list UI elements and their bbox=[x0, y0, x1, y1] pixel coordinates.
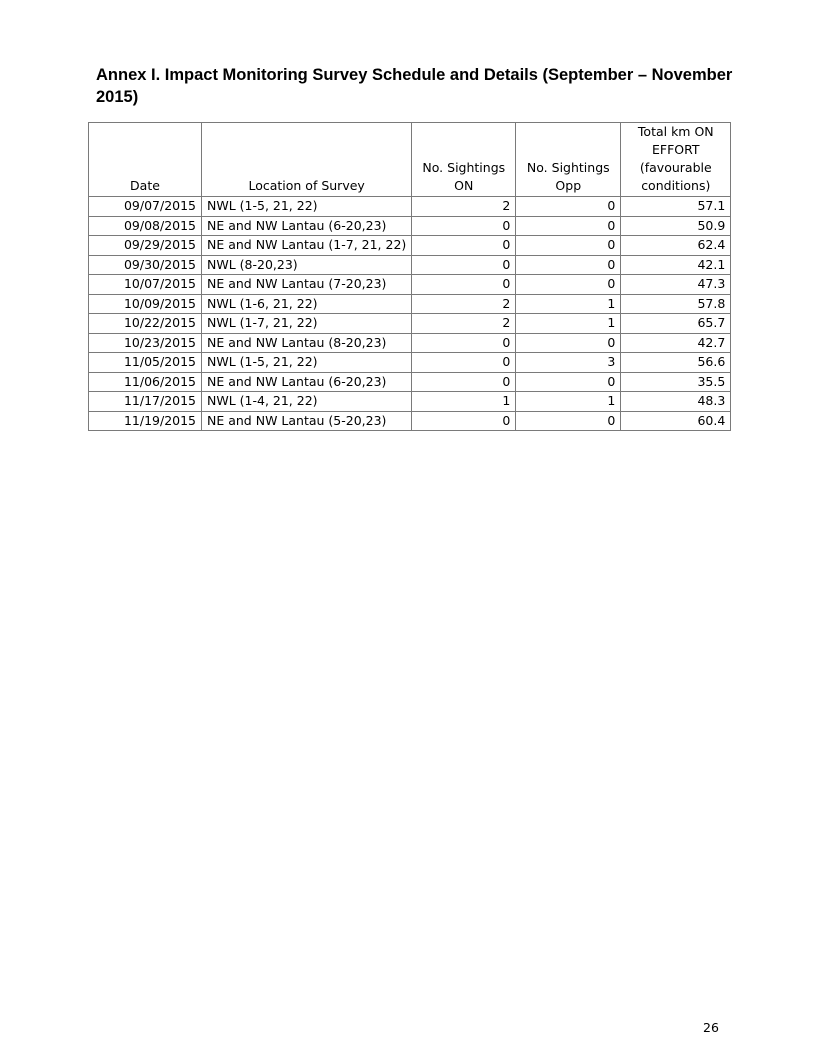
cell-sightings-opp: 0 bbox=[516, 411, 621, 431]
cell-sightings-opp: 3 bbox=[516, 353, 621, 373]
table-row bbox=[89, 236, 731, 256]
cell-sightings-opp: 0 bbox=[516, 236, 621, 256]
cell-date: 10/22/2015 bbox=[89, 314, 202, 334]
cell-sightings-opp: 0 bbox=[516, 333, 621, 353]
cell-sightings-on: 0 bbox=[412, 255, 516, 275]
cell-date: 11/05/2015 bbox=[89, 353, 202, 373]
cell-sightings-on: 0 bbox=[412, 411, 516, 431]
cell-total-km: 57.8 bbox=[621, 294, 731, 314]
cell-sightings-opp: 0 bbox=[516, 197, 621, 217]
cell-date: 11/06/2015 bbox=[89, 372, 202, 392]
cell-total-km: 42.1 bbox=[621, 255, 731, 275]
header-sightings-opp: No. Sightings Opp bbox=[516, 123, 621, 197]
cell-location: NE and NW Lantau (5-20,23) bbox=[202, 411, 412, 431]
cell-total-km: 56.6 bbox=[621, 353, 731, 373]
cell-sightings-opp: 1 bbox=[516, 294, 621, 314]
cell-date: 10/09/2015 bbox=[89, 294, 202, 314]
cell-date: 11/17/2015 bbox=[89, 392, 202, 412]
table-row bbox=[89, 392, 731, 412]
cell-location: NE and NW Lantau (6-20,23) bbox=[202, 216, 412, 236]
table-header-row bbox=[89, 123, 731, 197]
cell-sightings-on: 0 bbox=[412, 372, 516, 392]
cell-sightings-on: 0 bbox=[412, 333, 516, 353]
cell-sightings-on: 2 bbox=[412, 314, 516, 334]
page-title: Annex I. Impact Monitoring Survey Schedule and Details (September – November 2015) bbox=[96, 66, 733, 106]
cell-total-km: 47.3 bbox=[621, 275, 731, 295]
cell-date: 09/30/2015 bbox=[89, 255, 202, 275]
cell-total-km: 57.1 bbox=[621, 197, 731, 217]
table-row bbox=[89, 372, 731, 392]
table-row bbox=[89, 255, 731, 275]
cell-location: NE and NW Lantau (7-20,23) bbox=[202, 275, 412, 295]
page-number: 26 bbox=[703, 1020, 719, 1035]
table-row bbox=[89, 333, 731, 353]
cell-sightings-opp: 0 bbox=[516, 372, 621, 392]
survey-schedule-table bbox=[88, 122, 731, 431]
cell-sightings-opp: 0 bbox=[516, 216, 621, 236]
cell-total-km: 42.7 bbox=[621, 333, 731, 353]
cell-total-km: 60.4 bbox=[621, 411, 731, 431]
cell-location: NWL (8-20,23) bbox=[202, 255, 412, 275]
cell-location: NWL (1-6, 21, 22) bbox=[202, 294, 412, 314]
cell-sightings-opp: 1 bbox=[516, 392, 621, 412]
cell-location: NWL (1-7, 21, 22) bbox=[202, 314, 412, 334]
table-row bbox=[89, 353, 731, 373]
cell-date: 09/29/2015 bbox=[89, 236, 202, 256]
table-row bbox=[89, 411, 731, 431]
cell-total-km: 65.7 bbox=[621, 314, 731, 334]
cell-date: 09/07/2015 bbox=[89, 197, 202, 217]
table-row bbox=[89, 216, 731, 236]
cell-date: 09/08/2015 bbox=[89, 216, 202, 236]
table-row bbox=[89, 294, 731, 314]
table-body bbox=[89, 197, 731, 431]
cell-location: NE and NW Lantau (8-20,23) bbox=[202, 333, 412, 353]
cell-sightings-opp: 0 bbox=[516, 275, 621, 295]
cell-total-km: 50.9 bbox=[621, 216, 731, 236]
table-row bbox=[89, 197, 731, 217]
cell-location: NWL (1-4, 21, 22) bbox=[202, 392, 412, 412]
cell-sightings-on: 2 bbox=[412, 197, 516, 217]
cell-date: 11/19/2015 bbox=[89, 411, 202, 431]
cell-sightings-on: 0 bbox=[412, 353, 516, 373]
cell-sightings-opp: 0 bbox=[516, 255, 621, 275]
cell-date: 10/23/2015 bbox=[89, 333, 202, 353]
cell-sightings-on: 1 bbox=[412, 392, 516, 412]
cell-total-km: 48.3 bbox=[621, 392, 731, 412]
cell-total-km: 35.5 bbox=[621, 372, 731, 392]
header-date: Date bbox=[89, 123, 202, 197]
header-location: Location of Survey bbox=[202, 123, 412, 197]
header-sightings-on: No. Sightings ON bbox=[412, 123, 516, 197]
cell-sightings-on: 2 bbox=[412, 294, 516, 314]
cell-sightings-on: 0 bbox=[412, 275, 516, 295]
cell-location: NWL (1-5, 21, 22) bbox=[202, 197, 412, 217]
cell-total-km: 62.4 bbox=[621, 236, 731, 256]
cell-sightings-on: 0 bbox=[412, 236, 516, 256]
header-total-km: Total km ON EFFORT (favourable conditions) bbox=[621, 123, 731, 197]
table-row bbox=[89, 314, 731, 334]
cell-location: NE and NW Lantau (6-20,23) bbox=[202, 372, 412, 392]
cell-location: NE and NW Lantau (1-7, 21, 22) bbox=[202, 236, 412, 256]
cell-location: NWL (1-5, 21, 22) bbox=[202, 353, 412, 373]
cell-sightings-opp: 1 bbox=[516, 314, 621, 334]
table-row bbox=[89, 275, 731, 295]
cell-date: 10/07/2015 bbox=[89, 275, 202, 295]
cell-sightings-on: 0 bbox=[412, 216, 516, 236]
